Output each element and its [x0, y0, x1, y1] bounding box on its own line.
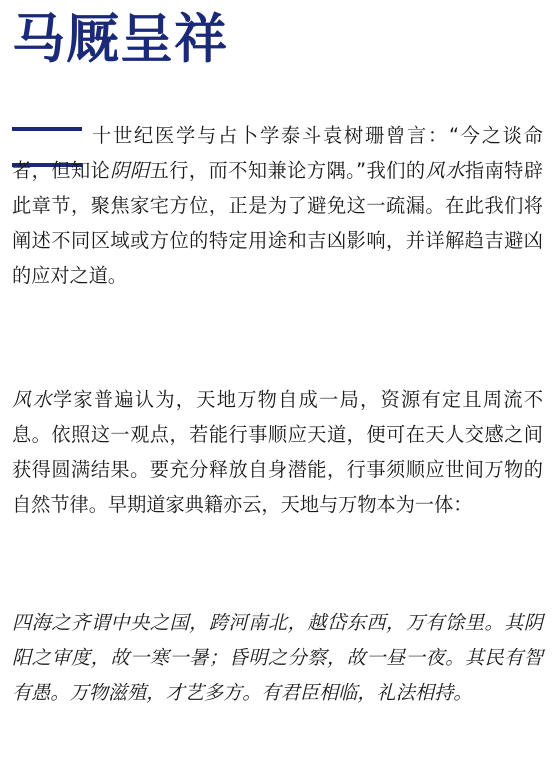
- intro-text-c: 五行，而不知兼论方隅。”我们的: [149, 159, 426, 182]
- chapter-title: 马厩呈祥: [12, 9, 228, 70]
- intro-term-yinyang: 阴阳: [110, 159, 150, 182]
- intro-paragraph: [12, 118, 543, 293]
- body-term-fengshui: 风水: [12, 388, 53, 411]
- intro-term-fengshui: 风水: [425, 159, 465, 182]
- intro-text-e: 指南特辟此章节，聚焦家宅方位，正是为了避免这一疏漏。在此我们将阐述不同区域或方位的特定用途和吉凶影响，并详解趋吉避凶的应对之道。: [12, 159, 544, 287]
- body-paragraph: [12, 382, 543, 522]
- body-text: 学家普遍认为，天地万物自成一局，资源有定且周流不息。依照这一观点，若能行事顺应天道，便可在天人交感之间获得圆满结果。要充分释放自身潜能，行事须顺应世间万物的自然节律。早期道家典籍亦云，天地与万物本为一体：: [12, 388, 544, 516]
- intro-text-a: 十世纪医学与占卜学泰斗袁树珊曾言：“今之谈命者，但知论: [12, 124, 543, 182]
- quote-paragraph: 四海之齐谓中央之国，跨河南北，越岱东西，万有馀里。其阴阳之审度，故一寒一暑；昏明之分察，故一昼一夜。其民有智有愚。万物滋殖，才艺多方。有君臣相临，礼法相持。: [12, 611, 543, 704]
